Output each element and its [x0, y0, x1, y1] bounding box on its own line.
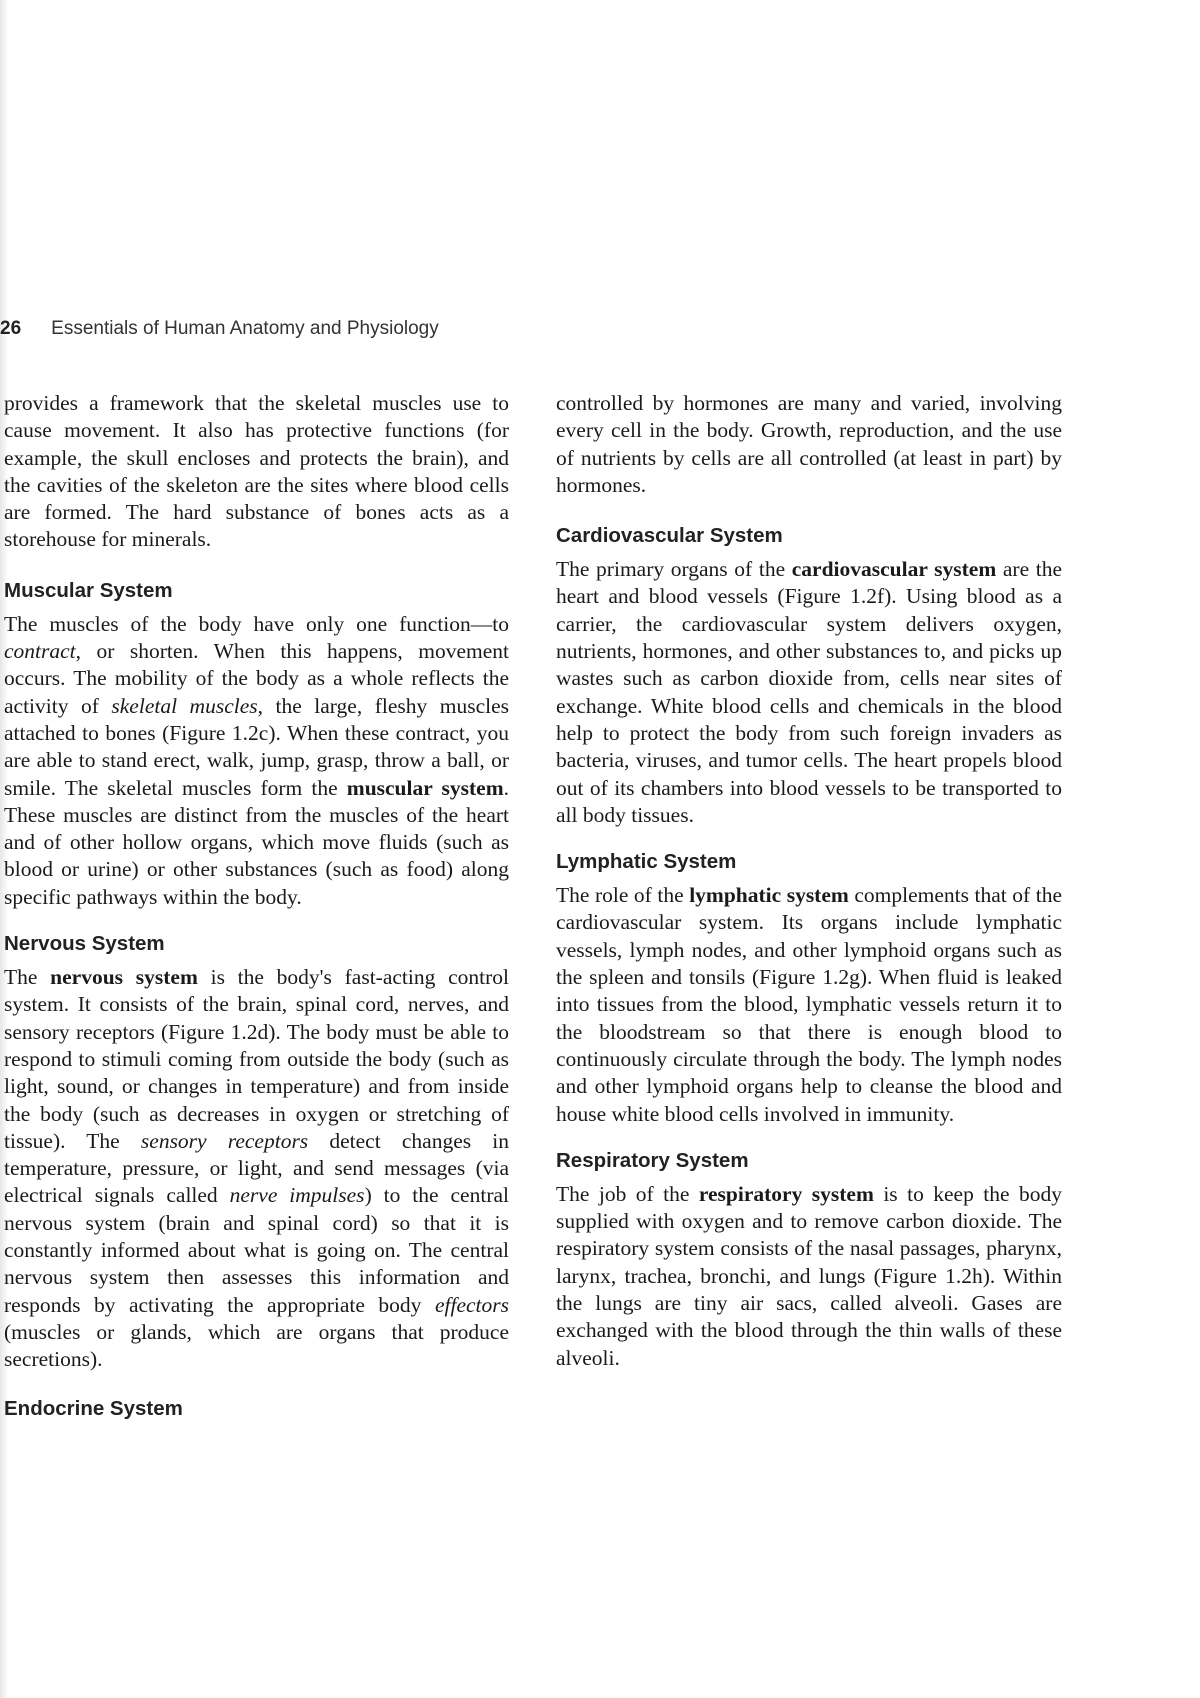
text-run: The	[4, 965, 51, 990]
cutoff-heading-text: Endocrine System	[4, 1397, 183, 1420]
respiratory-system-heading: Respiratory System	[556, 1148, 749, 1172]
page-number: 26	[0, 318, 22, 339]
cardiovascular-system-paragraph	[556, 556, 1062, 829]
nervous-system-paragraph	[4, 964, 509, 1373]
text-run: The job of the	[556, 1181, 699, 1206]
italic-term: nerve impulses	[229, 1183, 365, 1208]
bold-term: respiratory system	[698, 1181, 874, 1206]
right-column	[556, 390, 1062, 1372]
text-run: . These muscles are distinct from the muscles of the heart and of other hollow organs, which move fluids (such as blood or urine) or other substances (such as food) along specific pathways within the body.	[4, 775, 509, 909]
bold-term: lymphatic system	[689, 883, 849, 908]
intro-paragraph-right: controlled by hormones are many and varied, involving every cell in the body. Growth, reproduction, and the use of nutrients by cells are all controlled (at least in part) by hormones.	[556, 391, 1062, 497]
text-run: ) to the central nervous system (brain and spinal cord) so that it is constantly informed about what is going on. The central nervous system then assesses this information and responds by activating the appropriate body	[4, 1183, 509, 1317]
text-run: detect changes in temperature, pressure, or light, and send messages (via electrical signals called	[4, 1128, 510, 1208]
text-run: The primary organs of the	[556, 557, 792, 582]
text-run: The muscles of the body have only one function—to	[4, 611, 509, 636]
left-column	[4, 390, 509, 1374]
italic-term: sensory receptors	[140, 1128, 309, 1153]
bold-term: muscular system	[346, 775, 504, 800]
cardiovascular-system-heading: Cardiovascular System	[556, 524, 783, 548]
muscular-system-heading: Muscular System	[4, 578, 173, 602]
bold-term: nervous system	[50, 965, 198, 990]
text-run: complements that of the cardiovascular system. Its organs include lymphatic vessels, lymph nodes, and other lymphoid organs such as the spleen and tonsils (Figure 1.2g). When fluid is leaked into tissues from the blood, lymphatic vessels return it to the bloodstream so that there is enough blood to continuously circulate through the body. The lymph nodes and other lymphoid organs help to cleanse the blood and house white blood cells involved in immunity.	[556, 883, 1062, 1126]
muscular-system-paragraph	[4, 611, 509, 911]
bold-term: cardiovascular system	[791, 557, 997, 582]
italic-term: effectors	[434, 1292, 509, 1317]
italic-term: contract	[4, 639, 76, 664]
nervous-system-heading: Nervous System	[4, 932, 165, 956]
text-run: are the heart and blood vessels (Figure 1.2f). Using blood as a carrier, the cardiovascular system delivers oxygen, nutrients, hormones, and other substances to, and picks up wastes such as carbon dioxide from, cells near sites of exchange. White blood cells and chemicals in the blood help to protect the body from such foreign invaders as bacteria, viruses, and tumor cells. The heart propels blood out of its chambers into blood vessels to be transported to all body tissues.	[556, 557, 1063, 827]
italic-term: skeletal muscles	[111, 693, 258, 718]
text-run: The role of the	[556, 883, 690, 908]
book-title: Essentials of Human Anatomy and Physiology	[51, 318, 439, 339]
endocrine-system-heading-cutoff	[4, 1397, 183, 1428]
lymphatic-system-heading: Lymphatic System	[556, 850, 737, 874]
text-run: is the body's fast-acting control system. It consists of the brain, spinal cord, nerves, and sensory receptors (Figure 1.2d). The body must be able to respond to stimuli coming from outside the body (such as light, sound, or changes in temperature) and from inside the body (such as decreases in oxygen or stretching of tissue). The	[4, 965, 509, 1153]
text-run: (muscles or glands, which are organs that produce secretions).	[4, 1319, 509, 1372]
intro-paragraph-left: provides a framework that the skeletal muscles use to cause movement. It also has protective functions (for example, the skull encloses and protects the brain), and the cavities of the skeleton are the sites where blood cells are formed. The hard substance of bones acts as a storehouse for minerals.	[4, 391, 509, 552]
running-header	[0, 318, 439, 340]
text-run: is to keep the body supplied with oxygen and to remove carbon dioxide. The respiratory system consists of the nasal passages, pharynx, larynx, trachea, bronchi, and lungs (Figure 1.2h). Within the lungs are tiny air sacs, called alveoli. Gases are exchanged with the blood through the thin walls of these alveoli.	[556, 1181, 1062, 1370]
text-run: , the large, fleshy muscles attached to bones (Figure 1.2c). When these contract, you are able to stand erect, walk, jump, grasp, throw a ball, or smile. The skeletal muscles form the	[4, 693, 510, 800]
respiratory-system-paragraph	[556, 1181, 1062, 1372]
lymphatic-system-paragraph	[556, 882, 1062, 1128]
text-run: , or shorten. When this happens, movement occurs. The mobility of the body as a whole reflects the activity of	[4, 639, 509, 718]
